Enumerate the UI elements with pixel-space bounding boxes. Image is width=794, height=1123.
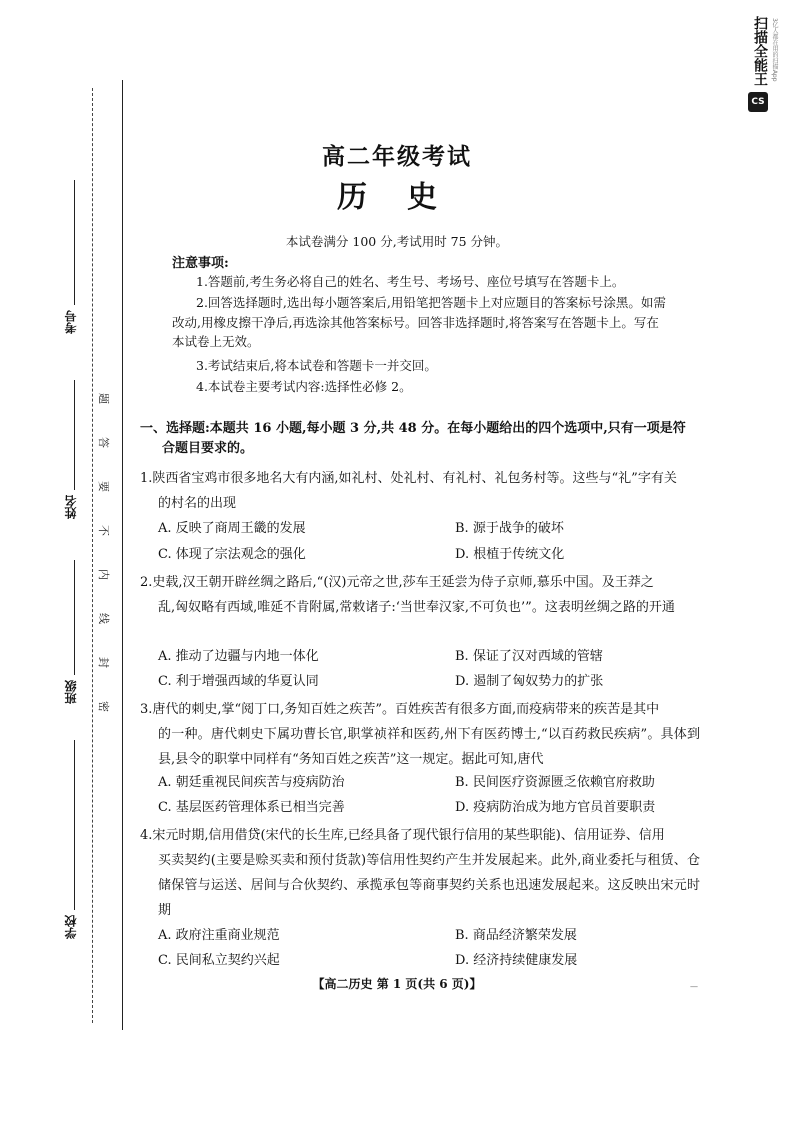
scanner-app-name: 扫描全能王 xyxy=(752,16,768,86)
question-stem-rest: 乱,匈奴略有西域,唯延不肯附属,常敕诸子:‘当世奉汉家,不可负也’”。这表明丝绸之路的开通 xyxy=(158,600,675,615)
scanner-tagline: 3亿人都在用的扫描App xyxy=(771,18,778,82)
seal-char: 题 xyxy=(98,391,110,405)
question-option[interactable]: B. 保证了汉对西域的管辖 xyxy=(455,649,603,664)
note-item: 2.回答选择题时,选出每小题答案后,用铅笔把答题卡上对应题目的答案标号涂黑。如需改动,用橡皮擦干净后,再选涂其他答案标号。回答非选择题时,将答案写在答题卡上。写在本试卷上无效。 xyxy=(172,295,666,349)
question-option[interactable]: C. 利于增强西域的华夏认同 xyxy=(158,674,319,689)
question-option[interactable]: A. 朝廷重视民间疾苦与疫病防治 xyxy=(158,775,345,790)
question-option[interactable]: B. 源于战争的破坏 xyxy=(455,521,564,536)
name-field[interactable] xyxy=(74,380,75,490)
exam-title: 高二年级考试 xyxy=(322,144,472,170)
question-option[interactable]: C. 体现了宗法观念的强化 xyxy=(158,547,306,562)
question-stem-first: 2.史载,汉王朝开辟丝绸之路后,“(汉)元帝之世,莎车王延尝为侍子京师,慕乐中国。及王莽之 xyxy=(140,575,654,590)
question-stem xyxy=(140,570,700,620)
seal-dashed-line xyxy=(92,88,93,1023)
question-option[interactable]: A. 政府注重商业规范 xyxy=(158,928,280,943)
question-stem xyxy=(140,697,700,772)
seal-char: 不 xyxy=(98,523,110,537)
question-stem-rest: 买卖契约(主要是赊买卖和预付货款)等信用性契约产生并发展起来。此外,商业委托与租赁、仓储保管与运送、居间与合伙契约、承揽承包等商事契约关系也迅速发展起来。这反映出宋元时期 xyxy=(158,853,700,918)
note-item: 4.本试卷主要考试内容:选择性必修 2。 xyxy=(196,379,412,394)
question-option[interactable]: D. 经济持续健康发展 xyxy=(455,953,578,968)
name-label: 姓名 xyxy=(64,495,78,519)
section-header-line: 一、选择题:本题共 16 小题,每小题 3 分,共 48 分。在每小题给出的四个选项中,只有一项是符 xyxy=(140,421,686,436)
question-stem-rest: 的一种。唐代刺史下属功曹长官,职掌祯祥和医药,州下有医药博士,“以百药救民疾病”。具体到县,县令的职掌中同样有“务知百姓之疾苦”这一规定。据此可知,唐代 xyxy=(158,727,700,767)
exam-info: 本试卷满分 100 分,考试用时 75 分钟。 xyxy=(285,234,509,249)
page-footer: 【高二历史 第 1 页(共 6 页)】 xyxy=(312,977,482,991)
binding-border-line xyxy=(122,80,123,1030)
question-option[interactable]: A. 推动了边疆与内地一体化 xyxy=(158,649,319,664)
notes-heading: 注意事项: xyxy=(172,256,229,271)
question-stem-first: 1.陕西省宝鸡市很多地名大有内涵,如礼村、处礼村、有礼村、礼包务村等。这些与“礼”字有关 xyxy=(140,471,677,486)
question-stem-first: 4.宋元时期,信用借贷(宋代的长生库,已经具备了现代银行信用的某些职能)、信用证券、信用 xyxy=(140,828,665,843)
question-option[interactable]: C. 民间私立契约兴起 xyxy=(158,953,280,968)
question-stem xyxy=(140,466,700,516)
note-item: 3.考试结束后,将本试卷和答题卡一并交回。 xyxy=(196,358,437,373)
seal-char: 要 xyxy=(98,479,110,493)
school-field[interactable] xyxy=(74,740,75,910)
seal-char: 密 xyxy=(98,699,110,713)
scanner-logo-icon: CS xyxy=(748,92,768,112)
footer-mark: — xyxy=(690,982,698,991)
class-label: 班级 xyxy=(64,680,78,704)
question-option[interactable]: D. 疫病防治成为地方官员首要职责 xyxy=(455,800,656,815)
seal-char: 内 xyxy=(98,567,110,581)
seal-char: 线 xyxy=(98,611,110,625)
class-field[interactable] xyxy=(74,560,75,675)
question-option[interactable]: D. 根植于传统文化 xyxy=(455,547,565,562)
student-number-label: 考号 xyxy=(64,310,78,334)
school-label: 学校 xyxy=(64,915,78,939)
seal-char: 答 xyxy=(98,435,110,449)
question-stem-rest: 的村名的出现 xyxy=(158,496,237,511)
subject-title: 历史 xyxy=(337,180,477,215)
seal-char: 封 xyxy=(98,655,110,669)
question-option[interactable]: B. 民间医疗资源匮乏依赖官府救助 xyxy=(455,775,655,790)
question-option[interactable]: C. 基层医药管理体系已相当完善 xyxy=(158,800,345,815)
question-stem-first: 3.唐代的刺史,掌“阅丁口,务知百姓之疾苦”。百姓疾苦有很多方面,而疫病带来的疾苦是其中 xyxy=(140,702,660,717)
section-header xyxy=(140,419,688,459)
question-option[interactable]: D. 遏制了匈奴势力的扩张 xyxy=(455,674,604,689)
question-stem xyxy=(140,823,700,923)
note-item: 1.答题前,考生务必将自己的姓名、考生号、考场号、座位号填写在答题卡上。 xyxy=(196,274,625,289)
section-header-line: 合题目要求的。 xyxy=(162,441,254,456)
question-option[interactable]: A. 反映了商周王畿的发展 xyxy=(158,521,306,536)
question-option[interactable]: B. 商品经济繁荣发展 xyxy=(455,928,577,943)
